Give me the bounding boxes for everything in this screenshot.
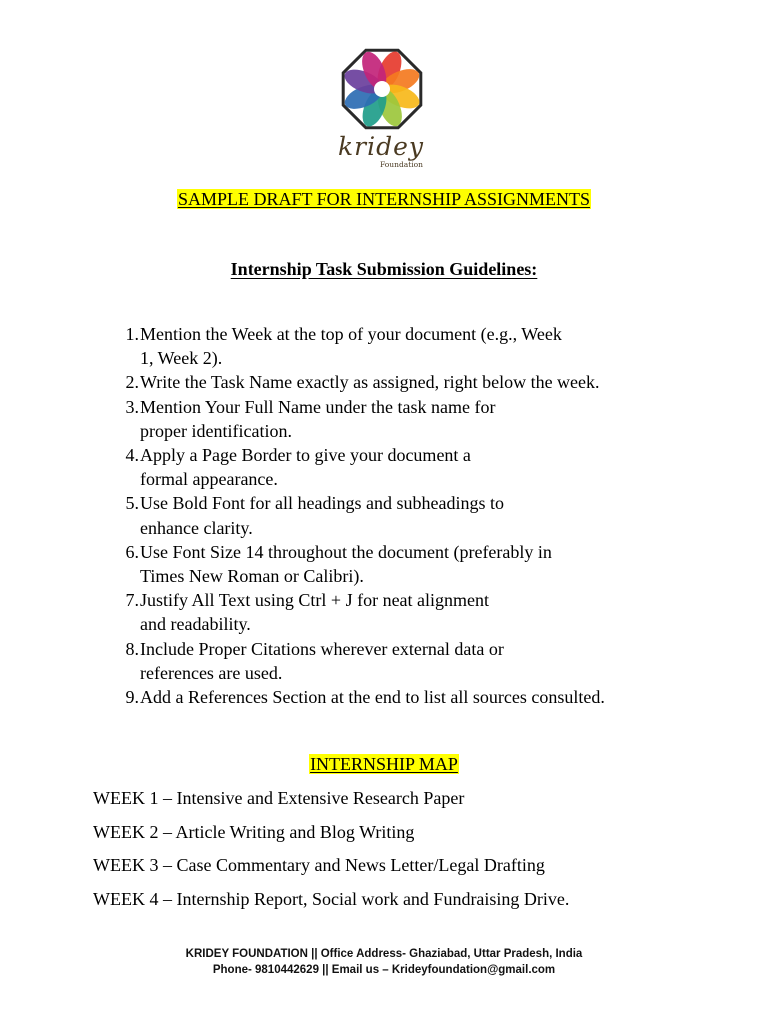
guideline-number: 7. xyxy=(125,590,139,611)
guideline-text-continued: enhance clarity. xyxy=(140,517,253,538)
logo-subtext: Foundation xyxy=(380,160,424,169)
footer-contact: Phone- 9810442629 || Email us – Krideyfoundation@gmail.com xyxy=(212,964,556,976)
week-item: WEEK 2 – Article Writing and Blog Writing xyxy=(93,821,415,842)
week-item: WEEK 4 – Internship Report, Social work and Fundraising Drive. xyxy=(93,888,570,909)
logo-wordmark: kridey xyxy=(338,132,425,161)
guideline-text: Justify All Text using Ctrl + J for neat alignment xyxy=(140,590,490,611)
guideline-number: 6. xyxy=(125,541,139,562)
guideline-item xyxy=(110,322,710,370)
guideline-item xyxy=(110,370,710,394)
page-footer xyxy=(0,946,768,978)
guideline-item xyxy=(110,540,710,588)
guideline-text: Mention the Week at the top of your document (e.g., Week xyxy=(140,324,562,344)
guideline-text: Mention Your Full Name under the task name for xyxy=(140,396,496,417)
guideline-text: Use Bold Font for all headings and subheadings to xyxy=(140,493,504,514)
guideline-item xyxy=(110,637,710,685)
guideline-text: Add a References Section at the end to list all sources consulted. xyxy=(140,687,605,708)
guideline-number: 4. xyxy=(125,445,139,466)
guideline-item xyxy=(110,395,710,443)
guideline-text-continued: proper identification. xyxy=(140,420,292,441)
guideline-number: 2. xyxy=(125,372,139,393)
guideline-text-continued: references are used. xyxy=(140,662,283,683)
kridey-lotus-logo-icon xyxy=(330,42,434,134)
guideline-text: Apply a Page Border to give your document a xyxy=(140,445,471,466)
guideline-text-continued: 1, Week 2). xyxy=(140,348,223,369)
document-title: SAMPLE DRAFT FOR INTERNSHIP ASSIGNMENTS xyxy=(177,189,591,209)
internship-map-list xyxy=(93,786,733,920)
guideline-item xyxy=(110,491,710,539)
guideline-text-continued: and readability. xyxy=(140,614,251,635)
internship-map-heading-row xyxy=(0,752,768,776)
guideline-item xyxy=(110,443,710,491)
guideline-number: 1. xyxy=(125,324,139,344)
guideline-number: 8. xyxy=(125,638,139,659)
kridey-logo xyxy=(330,42,434,172)
guideline-item xyxy=(110,588,710,636)
guideline-text: Include Proper Citations wherever external data or xyxy=(140,638,504,659)
guideline-text: Use Font Size 14 throughout the document (preferably in xyxy=(140,541,552,562)
document-title-row xyxy=(0,187,768,211)
guidelines-list xyxy=(110,322,710,709)
guidelines-heading: Internship Task Submission Guidelines: xyxy=(230,259,538,279)
week-item: WEEK 1 – Intensive and Extensive Research Paper xyxy=(93,788,465,808)
logo-center xyxy=(374,81,390,97)
guideline-number: 5. xyxy=(125,493,139,514)
week-item: WEEK 3 – Case Commentary and News Letter/Legal Drafting xyxy=(93,855,545,876)
guideline-item xyxy=(110,685,710,709)
internship-map-heading: INTERNSHIP MAP xyxy=(310,754,458,774)
footer-address: KRIDEY FOUNDATION || Office Address- Ghaziabad, Uttar Pradesh, India xyxy=(185,948,583,960)
guideline-text: Write the Task Name exactly as assigned, right below the week. xyxy=(140,372,600,393)
guideline-number: 9. xyxy=(125,687,139,708)
guideline-text-continued: Times New Roman or Calibri). xyxy=(140,566,364,587)
guideline-number: 3. xyxy=(125,396,139,417)
guideline-text-continued: formal appearance. xyxy=(140,469,278,490)
